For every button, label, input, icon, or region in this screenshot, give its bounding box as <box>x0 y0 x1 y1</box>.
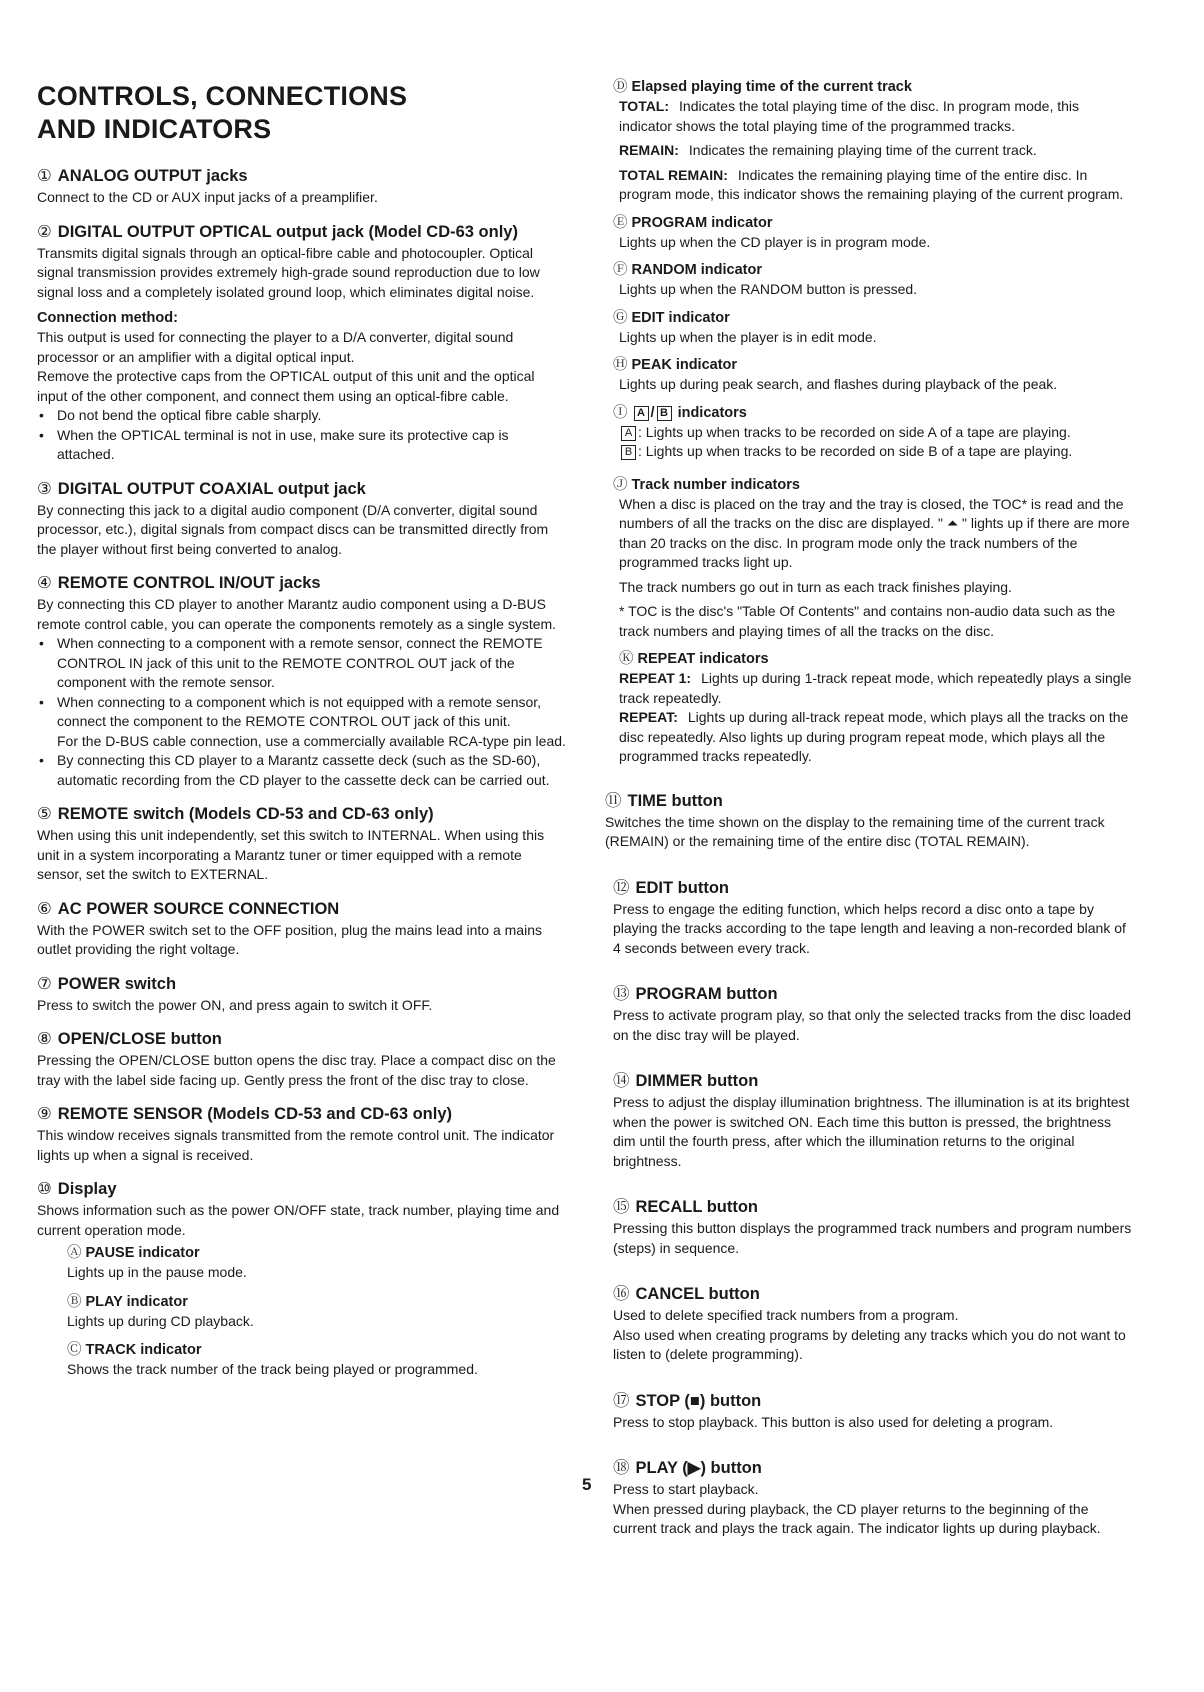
sub-number: Ⓘ <box>613 404 628 421</box>
section-text: This window receives signals transmitted from the remote control unit. The indicator lights up when a signal is received. <box>37 1127 555 1163</box>
sub-heading <box>67 1341 567 1360</box>
section-heading <box>613 1391 1133 1412</box>
bullet-item: • Do not bend the optical fibre cable sharply. <box>37 406 567 426</box>
section-number: ⑰ <box>613 1391 630 1410</box>
section-heading <box>37 804 567 825</box>
section-text: Press to switch the power ON, and press again to switch it OFF. <box>37 996 433 1013</box>
slash: / <box>650 404 655 421</box>
sub-heading <box>613 356 1133 375</box>
section-open-close <box>37 1029 567 1090</box>
sub-title: REPEAT indicators <box>637 651 769 667</box>
sub-heading <box>613 476 1133 495</box>
pause-indicator-item <box>67 1244 567 1283</box>
section-title: PROGRAM button <box>635 985 778 1003</box>
section-number: ④ <box>37 574 52 592</box>
sub-title: PEAK indicator <box>631 357 738 373</box>
sub-heading <box>613 261 1133 280</box>
section-text: When using this unit independently, set this switch to INTERNAL. When using this unit in a system incorporating a Marantz tuner or timer equipped with a remote sensor, set the switch to EXTERNAL. <box>37 827 545 882</box>
section-text: Used to delete specified track numbers from a program. <box>613 1307 959 1323</box>
section-heading <box>37 1179 567 1200</box>
term-label: TOTAL REMAIN: <box>619 166 728 183</box>
section-time-button <box>605 791 1133 852</box>
term-label: REMAIN: <box>619 142 679 158</box>
section-number: ⑩ <box>37 1180 52 1198</box>
section-number: ⑮ <box>613 1198 630 1216</box>
section-title: CANCEL button <box>635 1285 760 1303</box>
sub-text: Lights up during CD playback. <box>67 1312 254 1329</box>
side-b-text <box>619 442 1133 462</box>
section-title: REMOTE CONTROL IN/OUT jacks <box>57 574 321 592</box>
sub-text: Lights up during peak search, and flashes during playback of the peak. <box>619 376 1058 392</box>
section-heading <box>613 984 1133 1005</box>
section-title: AC POWER SOURCE CONNECTION <box>57 899 340 918</box>
elapsed-time-item <box>613 78 1133 205</box>
term-text: Indicates the remaining playing time of the current track. <box>688 142 1037 158</box>
total-term <box>619 97 1133 136</box>
section-number: ⑯ <box>613 1285 630 1303</box>
section-heading <box>37 222 567 243</box>
section-number: ⑥ <box>37 899 52 918</box>
side-b-box-icon: B <box>621 445 636 460</box>
title-line-1: CONTROLS, CONNECTIONS <box>37 81 408 111</box>
sub-number: Ⓐ <box>67 1245 82 1261</box>
section-number: ⑭ <box>613 1072 630 1090</box>
section-number: ⑤ <box>37 805 52 823</box>
section-heading <box>37 479 567 500</box>
sub-title: PAUSE indicator <box>85 1245 200 1261</box>
section-heading <box>37 573 567 594</box>
bullet-item <box>37 693 567 752</box>
section-number: ⑱ <box>613 1459 630 1477</box>
section-text: Transmits digital signals through an optical-fibre cable and photocoupler. Optical signal transmission provides extremely high-grade sound reproduction due to low signal loss and a completely isolated ground loop, which eliminates digital noise. <box>37 244 540 300</box>
section-heading <box>37 1104 567 1125</box>
section-heading <box>605 791 1133 812</box>
section-recall-button <box>613 1197 1133 1258</box>
term-label: REPEAT 1: <box>619 670 692 686</box>
section-title: POWER switch <box>57 974 177 993</box>
program-indicator-item <box>613 214 1133 253</box>
peak-indicator-item <box>613 356 1133 395</box>
section-digital-optical <box>37 222 567 465</box>
left-column <box>37 80 567 1394</box>
section-number: ⑫ <box>613 878 630 897</box>
section-title: STOP (■) button <box>635 1391 762 1410</box>
section-heading <box>613 878 1133 899</box>
repeat1-term <box>619 669 1133 708</box>
term-text: Lights up during 1-track repeat mode, which repeatedly plays a single track repeatedly. <box>619 670 1132 706</box>
track-indicator-item <box>67 1341 567 1380</box>
term-text: Lights up during all-track repeat mode, which plays all the tracks on the disc repeatedly. Also lights up during program repeat mode, which plays all the programmed tracks repeatedly. <box>619 709 1129 764</box>
bullet-list <box>37 406 567 465</box>
section-remote-switch <box>37 804 567 885</box>
section-ac-power <box>37 899 567 960</box>
bullet-item: • When connecting to a component with a remote sensor, connect the REMOTE CONTROL IN jack of this unit to the REMOTE CONTROL OUT jack of the component with the remote sensor. <box>37 634 567 693</box>
section-number: ⑧ <box>37 1030 52 1048</box>
page-number: 5 <box>582 1475 592 1494</box>
section-title: REMOTE SENSOR (Models CD-53 and CD-63 only) <box>57 1105 453 1123</box>
section-number: ⑨ <box>37 1105 52 1123</box>
section-number: ① <box>37 167 52 185</box>
section-text: Press to adjust the display illumination brightness. The illumination is at its brightest when the power is switched ON. Each time this button is pressed, the brightness dim until the fourth press, after which the illumination returns to the original brightness. <box>613 1094 1130 1169</box>
section-text: By connecting this jack to a digital audio component (D/A converter, digital sound processor, etc.), digital signals from compact discs can be transmitted directly from the player without first being converted to analog. <box>37 501 549 557</box>
sub-text: When a disc is placed on the tray and the tray is closed, the TOC* is read and the numbers of all the tracks on the disc are displayed. " ⏶ " lights up if there are more than 20 tracks on the disc. In program mode only the track numbers of the programmed tracks light up. <box>619 495 1130 570</box>
right-column <box>605 78 1133 1553</box>
section-title: OPEN/CLOSE button <box>57 1030 222 1048</box>
sub-text: Lights up when the RANDOM button is pressed. <box>619 281 918 297</box>
sub-heading <box>67 1293 567 1312</box>
section-remote-sensor <box>37 1104 567 1165</box>
section-display <box>37 1179 567 1380</box>
random-indicator-item <box>613 261 1133 300</box>
bullet-item: • When the OPTICAL terminal is not in use, make sure its protective cap is attached. <box>37 426 567 465</box>
sub-text: Shows the track number of the track being played or programmed. <box>67 1361 478 1377</box>
side-a-text <box>619 423 1133 443</box>
section-title: DIGITAL OUTPUT OPTICAL output jack (Model CD-63 only) <box>57 222 518 241</box>
track-number-indicators-item <box>613 476 1133 642</box>
section-power-switch <box>37 974 567 1016</box>
sub-title: PROGRAM indicator <box>631 214 773 231</box>
section-heading <box>37 899 567 920</box>
sub-heading <box>613 404 1133 423</box>
section-text: Switches the time shown on the display to the remaining time of the current track (REMAIN) or the remaining time of the entire disc (TOTAL REMAIN). <box>605 813 1105 849</box>
side-a-box-icon: A <box>634 406 649 421</box>
toc-footnote: * TOC is the disc's "Table Of Contents" and contains non-audio data such as the track numbers and playing times of all the tracks on the disc. <box>619 603 1116 639</box>
side-a-box-icon: A <box>621 426 636 441</box>
section-text: By connecting this CD player to another Marantz audio component using a D-BUS remote control cable, you can operate the components remotely as a single system. <box>37 596 557 632</box>
sub-number: Ⓖ <box>613 309 628 326</box>
bullet-list <box>37 634 567 790</box>
section-title: REMOTE switch (Models CD-53 and CD-63 only) <box>57 805 434 823</box>
section-title: Display <box>57 1180 117 1198</box>
section-text: This output is used for connecting the player to a D/A converter, digital sound processor or an amplifier with a digital optical input. <box>37 329 514 365</box>
sub-number: Ⓔ <box>613 214 628 231</box>
section-heading <box>613 1458 1133 1479</box>
section-number: ⑪ <box>605 791 622 810</box>
sub-text: Lights up when the player is in edit mode. <box>619 328 877 345</box>
section-heading <box>37 974 567 995</box>
sub-heading <box>613 78 1133 97</box>
side-b-box-icon: B <box>657 406 672 421</box>
play-indicator-item <box>67 1293 567 1332</box>
section-heading <box>613 1071 1133 1092</box>
section-text: Connect to the CD or AUX input jacks of a preamplifier. <box>37 189 378 205</box>
sub-number: Ⓑ <box>67 1293 82 1310</box>
side-ab-indicator-item <box>613 404 1133 462</box>
section-title: PLAY (▶) button <box>635 1459 762 1477</box>
section-number: ⑦ <box>37 974 52 993</box>
sub-number: Ⓓ <box>613 79 628 95</box>
term-text: Indicates the total playing time of the disc. In program mode, this indicator shows the total playing time of the programmed tracks. <box>619 98 1080 134</box>
section-title: ANALOG OUTPUT jacks <box>57 167 248 185</box>
section-title: RECALL button <box>635 1198 759 1216</box>
section-text: Press to activate program play, so that only the selected tracks from the disc loaded on the disc tray will be played. <box>613 1007 1131 1043</box>
sub-heading <box>619 650 1133 669</box>
sub-text: : Lights up when tracks to be recorded on side A of a tape are playing. <box>638 423 1071 440</box>
total-remain-term <box>619 166 1133 205</box>
section-text: Press to stop playback. This button is also used for deleting a program. <box>613 1413 1054 1430</box>
term-label: REPEAT: <box>619 709 678 725</box>
section-text: Also used when creating programs by deleting any tracks which you do not want to listen to (delete programming). <box>613 1326 1126 1362</box>
sub-title: RANDOM indicator <box>631 262 762 278</box>
section-text: Pressing this button displays the programmed track numbers and program numbers (steps) in sequence. <box>613 1220 1132 1256</box>
section-text: Shows information such as the power ON/OFF state, track number, playing time and current operation mode. <box>37 1202 560 1238</box>
sub-heading <box>613 214 1133 233</box>
section-heading <box>613 1197 1133 1218</box>
section-number: ③ <box>37 479 52 498</box>
section-digital-coaxial <box>37 479 567 560</box>
section-text: Pressing the OPEN/CLOSE button opens the disc tray. Place a compact disc on the tray with the label side facing up. Gently press the front of the disc tray to close. <box>37 1052 556 1088</box>
sub-text: The track numbers go out in turn as each track finishes playing. <box>619 578 1012 595</box>
section-title: TIME button <box>627 791 723 810</box>
bullet-text: When connecting to a component which is not equipped with a remote sensor, connect the component to the REMOTE CONTROL OUT jack of this unit. <box>57 693 542 729</box>
sub-title: indicators <box>677 404 747 421</box>
sub-title: Track number indicators <box>631 476 800 493</box>
section-stop-button <box>613 1391 1133 1433</box>
section-text: Remove the protective caps from the OPTICAL output of this unit and the optical input of the other component, and connect them using an optical-fibre cable. <box>37 368 535 404</box>
sub-title: TRACK indicator <box>85 1342 202 1358</box>
sub-title: EDIT indicator <box>631 309 730 326</box>
sub-text: Lights up in the pause mode. <box>67 1264 247 1280</box>
bullet-item: • By connecting this CD player to a Marantz cassette deck (such as the SD-60), automatic recording from the CD player to the cassette deck can be carried out. <box>37 751 567 790</box>
section-heading <box>37 1029 567 1050</box>
section-cancel-button <box>613 1284 1133 1365</box>
sub-heading <box>67 1244 567 1263</box>
section-dimmer-button <box>613 1071 1133 1171</box>
term-text: Indicates the remaining playing time of the entire disc. In program mode, this indicator shows the remaining playing of the current program. <box>619 166 1124 202</box>
sub-text: : Lights up when tracks to be recorded on side B of a tape are playing. <box>638 443 1073 459</box>
title-line-2: AND INDICATORS <box>37 114 272 144</box>
edit-indicator-item <box>613 309 1133 348</box>
section-analog-output <box>37 166 567 208</box>
term-label: TOTAL: <box>619 98 670 114</box>
section-remote-control-jacks <box>37 573 567 790</box>
section-number: ② <box>37 222 52 241</box>
section-title: DIMMER button <box>635 1072 759 1090</box>
section-number: ⑬ <box>613 985 630 1003</box>
section-text: When pressed during playback, the CD player returns to the beginning of the current track and plays the track again. The indicator lights up during playback. <box>613 1500 1101 1536</box>
section-title: EDIT button <box>635 878 729 897</box>
remain-term <box>619 141 1133 161</box>
sub-number: Ⓒ <box>67 1342 82 1358</box>
repeat-indicators-item <box>613 650 1133 767</box>
section-text: Press to start playback. <box>613 1481 759 1497</box>
sub-number: Ⓙ <box>613 476 628 493</box>
section-title: DIGITAL OUTPUT COAXIAL output jack <box>57 479 366 498</box>
repeat-term <box>619 708 1133 767</box>
bullet-text: For the D-BUS cable connection, use a commercially available RCA-type pin lead. <box>57 732 566 749</box>
section-heading <box>37 166 567 187</box>
sub-number: Ⓚ <box>619 651 634 667</box>
section-program-button <box>613 984 1133 1045</box>
section-edit-button <box>613 878 1133 959</box>
sub-text: Lights up when the CD player is in program mode. <box>619 233 931 250</box>
sub-number: Ⓕ <box>613 262 628 278</box>
section-heading <box>613 1284 1133 1305</box>
sub-title: Elapsed playing time of the current track <box>631 79 912 95</box>
section-text: Press to engage the editing function, which helps record a disc onto a tape by playing the tracks according to the tape length and leaving a non-recorded blank of 4 seconds between every track. <box>613 900 1126 956</box>
sub-heading <box>613 309 1133 328</box>
section-play-button <box>613 1458 1133 1539</box>
connection-method-heading: Connection method: <box>37 310 178 326</box>
section-text: With the POWER switch set to the OFF position, plug the mains lead into a mains outlet providing the right voltage. <box>37 921 542 957</box>
sub-number: Ⓗ <box>613 357 628 373</box>
page-title <box>37 80 567 146</box>
sub-title: PLAY indicator <box>85 1293 188 1310</box>
